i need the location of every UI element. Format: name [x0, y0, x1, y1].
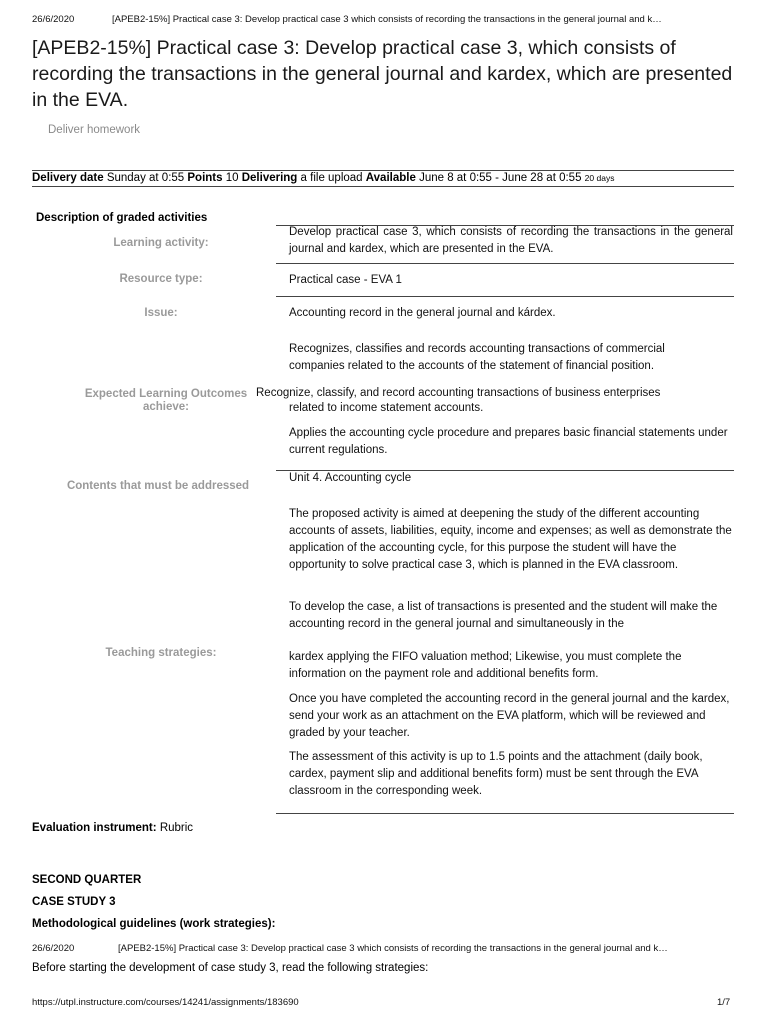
footer-url: https://utpl.instructure.com/courses/14241/assignments/183690	[32, 997, 299, 1008]
second-quarter-heading: SECOND QUARTER	[32, 874, 142, 886]
print-header-title: [APEB2-15%] Practical case 3: Develop practical case 3 which consists of recording the transactions in the general journal and k…	[112, 14, 662, 25]
outcome-1: Recognizes, classifies and records accounting transactions of commercial companies related to the accounts of the statement of financial position.	[289, 343, 665, 372]
print-date: 26/6/2020	[32, 14, 75, 25]
contents-value: Unit 4. Accounting cycle	[289, 472, 412, 484]
available-days: 20 days	[584, 173, 615, 183]
teaching-paragraph-3: kardex applying the FIFO valuation method; Likewise, you must complete the information on the payment role and additional benefits form.	[289, 651, 682, 680]
teaching-paragraph-1: The proposed activity is aimed at deepening the study of the different accounting accounts of assets, liabilities, equity, income and expenses; as well as demonstrate the application of the accounting cycle, for this purpose the student will have the opportunity to solve practical case 3, which is planned in the EVA classroom.	[289, 508, 732, 571]
available-label: Available	[365, 172, 416, 184]
outcome-2-line2: related to income statement accounts.	[289, 402, 484, 414]
delivering-label: Delivering	[241, 172, 298, 184]
outcomes-label-line1: Expected Learning Outcomes	[84, 388, 248, 400]
teaching-strategies-label: Teaching strategies:	[105, 647, 217, 659]
description-heading: Description of graded activities	[36, 212, 208, 224]
available-value: June 8 at 0:55 - June 28 at 0:55	[419, 172, 582, 184]
outcomes-label-line2: achieve:	[142, 401, 190, 413]
details-top-divider	[32, 170, 734, 171]
table-divider	[276, 263, 734, 264]
table-divider	[276, 296, 734, 297]
points-value: 10	[225, 172, 239, 184]
resource-type-label: Resource type:	[119, 273, 203, 285]
details-bottom-divider	[32, 186, 734, 187]
before-starting-text: Before starting the development of case study 3, read the following strategies:	[32, 962, 429, 974]
outcome-2-line1: Recognize, classify, and record accounting transactions of business enterprises	[256, 387, 661, 399]
resource-type-value: Practical case - EVA 1	[289, 274, 402, 286]
teaching-paragraph-2: To develop the case, a list of transactions is presented and the student will make the accounting record in the general journal and simultaneously in the	[289, 601, 718, 630]
delivery-date-value: Sunday at 0:55	[106, 172, 185, 184]
print-header-title-2: [APEB2-15%] Practical case 3: Develop practical case 3 which consists of recording the transactions in the general journal and k…	[118, 943, 668, 954]
evaluation-instrument	[32, 822, 193, 834]
case-study-heading: CASE STUDY 3	[32, 896, 116, 908]
evaluation-value: Rubric	[159, 822, 194, 834]
delivery-date-label: Delivery date	[32, 172, 104, 184]
issue-value: Accounting record in the general journal and kárdex.	[289, 307, 556, 319]
page-title: [APEB2-15%] Practical case 3: Develop practical case 3, which consists of recording the transactions in the general journal and kardex, which are presented in the EVA.	[32, 37, 733, 111]
footer-page-number: 1/7	[717, 997, 731, 1008]
learning-activity-label: Learning activity:	[113, 237, 209, 249]
delivering-value: a file upload	[300, 172, 363, 184]
issue-label: Issue:	[144, 307, 178, 319]
points-label: Points	[187, 172, 223, 184]
table-bottom-divider	[276, 813, 734, 814]
learning-activity-value: Develop practical case 3, which consists of recording the transactions in the general journal and kardex, which are presented in the EVA.	[289, 226, 733, 255]
print-date-2: 26/6/2020	[32, 943, 75, 954]
teaching-paragraph-4: Once you have completed the accounting record in the general journal and the kardex, send your work as an attachment on the EVA platform, which will be reviewed and graded by your teacher.	[289, 693, 730, 739]
teaching-paragraph-5: The assessment of this activity is up to 1.5 points and the attachment (daily book, cardex, payment slip and additional benefits form) must be sent through the EVA classroom in the corresponding week.	[289, 751, 703, 797]
assignment-details	[32, 172, 614, 184]
deliver-homework-button[interactable]: Deliver homework	[48, 124, 141, 136]
outcome-3: Applies the accounting cycle procedure and prepares basic financial statements under current regulations.	[289, 427, 728, 456]
contents-label: Contents that must be addressed	[66, 480, 250, 492]
guidelines-heading: Methodological guidelines (work strategies):	[32, 918, 276, 930]
evaluation-label: Evaluation instrument:	[32, 822, 157, 834]
